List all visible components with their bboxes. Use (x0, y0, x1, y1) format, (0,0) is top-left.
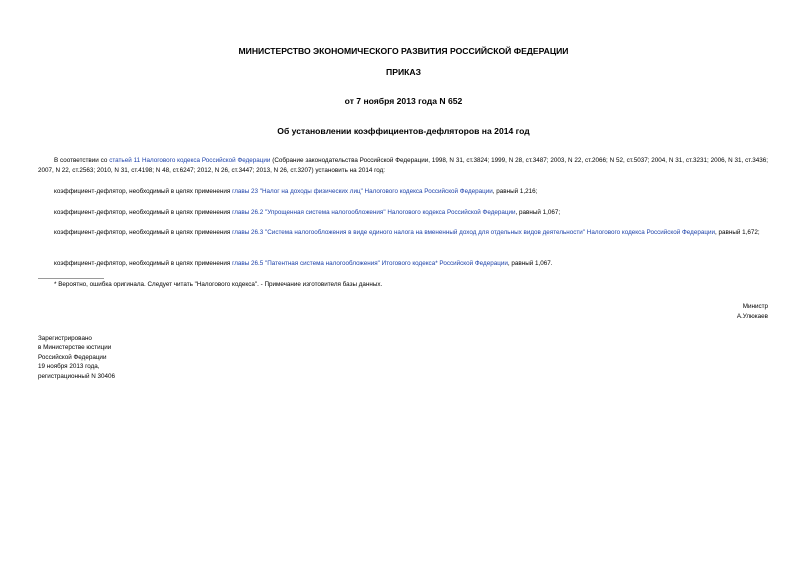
list-item (38, 228, 768, 238)
item-rest: , равный 1,672; (715, 229, 760, 236)
registration-block (38, 334, 115, 381)
item-prefix: коэффициент-дефлятор, необходимый в целях применения (54, 229, 233, 236)
list-item (38, 259, 768, 269)
registration-line: 19 ноября 2013 года, (38, 363, 100, 371)
footnote: * Вероятно, ошибка оригинала. Следует читать "Налогового кодекса". - Примечание изготовителя базы данных. (54, 281, 383, 288)
intro-law-link[interactable]: статьей 11 Налогового кодекса Российской Федерации (109, 157, 271, 164)
ministry-heading: МИНИСТЕРСТВО ЭКОНОМИЧЕСКОГО РАЗВИТИЯ РОССИЙСКОЙ ФЕДЕРАЦИИ (238, 46, 569, 56)
signatory-name: А.Улюкаев (736, 313, 768, 320)
list-item (38, 187, 768, 197)
item-rest: , равный 1,067; (515, 209, 561, 216)
item-chapter-link[interactable]: главы 26.3 "Система налогообложения в виде единого налога на вмененный доход для отдельных видов деятельности" Налогового кодекса Российской Федерации (232, 229, 715, 236)
item-chapter-link[interactable]: главы 26.2 "Упрощенная система налогообложения" Налогового кодекса Российской Федерации (232, 209, 516, 216)
registration-line: регистрационный N 30406 (38, 372, 116, 380)
footnote-divider (38, 278, 104, 279)
item-rest: , равный 1,216; (492, 188, 538, 195)
registration-line: Зарегистрировано (38, 335, 92, 342)
item-prefix: коэффициент-дефлятор, необходимый в целях применения (54, 260, 233, 267)
intro-paragraph (38, 156, 768, 176)
item-chapter-link[interactable]: главы 23 "Налог на доходы физических лиц" Налогового кодекса Российской Федерации (232, 188, 493, 195)
item-prefix: коэффициент-дефлятор, необходимый в целях применения (54, 188, 233, 195)
item-rest: , равный 1,067. (507, 260, 553, 267)
item-prefix: коэффициент-дефлятор, необходимый в целях применения (54, 209, 233, 216)
intro-prefix: В соответствии со (54, 157, 110, 164)
intro-rest: (Собрание законодательства Российской Федерации, 1998, N 31, ст.3824; 1999, N 28, ст.3487; 2003, N 22, ст.2066; N 52, ст.5037; 2004, N 31, ст.3231; 2006, N 31, ст.3436; 2007, N 22, ст.2563; 2010, N 31, ст.4198; N 48, ст.6247; 2012, N 26, ст.3447; 2013, N 26, ст.3207) установить на 2014 год: (38, 157, 768, 174)
item-chapter-link[interactable]: главы 26.5 "Патентная система налогообложения" Итогового кодекса* Российской Федерации (232, 260, 508, 267)
doc-type-heading: ПРИКАЗ (386, 67, 421, 77)
list-item (38, 208, 768, 218)
signatory-position: Министр (742, 303, 768, 310)
document-title: Об установлении коэффициентов-дефляторов на 2014 год (277, 126, 530, 136)
registration-line: Российской Федерации (38, 353, 107, 361)
date-number-heading: от 7 ноября 2013 года N 652 (344, 96, 463, 106)
registration-line: в Министерстве юстиции (38, 344, 112, 352)
